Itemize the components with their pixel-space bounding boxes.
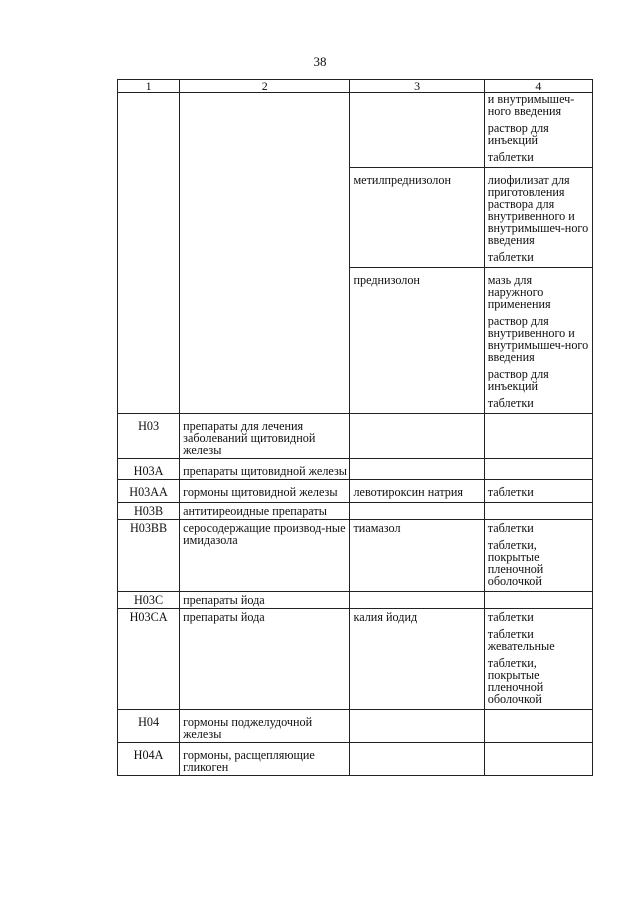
dosage-forms-cell <box>484 710 592 743</box>
dosage-form: раствор для внутривенного и внутримышеч-ного введения <box>487 314 589 364</box>
table-row <box>118 520 593 592</box>
substance-cell: левотироксин натрия <box>350 480 484 503</box>
dosage-forms-cell <box>484 520 592 592</box>
atc-code-cell: H03CA <box>118 609 180 710</box>
dosage-form: и внутримышеч-ного введения <box>487 92 575 118</box>
group-name-cell <box>180 93 350 414</box>
dosage-form: таблетки <box>487 610 534 624</box>
atc-code-cell: H03 <box>118 414 180 459</box>
dosage-forms-cell <box>484 743 592 776</box>
column-header: 1 <box>118 80 180 93</box>
dosage-forms-cell <box>484 268 592 414</box>
substance-cell: метилпреднизолон <box>350 168 484 268</box>
substance-cell <box>350 743 484 776</box>
table-row <box>118 710 593 743</box>
dosage-form: раствор для инъекций <box>487 367 549 393</box>
dosage-forms-cell <box>484 459 592 480</box>
dosage-form: раствор для инъекций <box>487 121 549 147</box>
column-header: 3 <box>350 80 484 93</box>
substance-cell <box>350 414 484 459</box>
group-name-cell: гормоны поджелудочной железы <box>180 710 350 743</box>
table-row <box>118 609 593 710</box>
group-name-cell: препараты щитовидной железы <box>180 459 350 480</box>
dosage-form: таблетки <box>487 396 534 410</box>
substance-cell: калия йодид <box>350 609 484 710</box>
substance-cell <box>350 503 484 520</box>
dosage-form: таблетки жевательные <box>487 627 555 653</box>
group-name-cell: препараты для лечения заболеваний щитовидной железы <box>180 414 350 459</box>
substance-cell: тиамазол <box>350 520 484 592</box>
table-row <box>118 743 593 776</box>
group-name-cell: препараты йода <box>180 592 350 609</box>
table-row <box>118 592 593 609</box>
atc-code-cell: H03BB <box>118 520 180 592</box>
dosage-form: таблетки, покрытые пленочной оболочкой <box>487 538 544 588</box>
substance-cell <box>350 459 484 480</box>
group-name-cell: гормоны, расщепляющие гликоген <box>180 743 350 776</box>
substance-cell <box>350 710 484 743</box>
dosage-form: таблетки <box>487 150 534 164</box>
atc-code-cell: H04 <box>118 710 180 743</box>
table-row <box>118 480 593 503</box>
substance-cell: преднизолон <box>350 268 484 414</box>
dosage-form: таблетки <box>487 250 534 264</box>
column-header: 2 <box>180 80 350 93</box>
atc-code-cell: H03C <box>118 592 180 609</box>
dosage-forms-cell <box>484 592 592 609</box>
atc-code-cell: H03A <box>118 459 180 480</box>
substance-cell <box>350 93 484 168</box>
group-name-cell: гормоны щитовидной железы <box>180 480 350 503</box>
group-name-cell: серосодержащие производ-ные имидазола <box>180 520 350 592</box>
code-cell <box>118 93 180 414</box>
dosage-forms-cell <box>484 609 592 710</box>
table-row <box>118 503 593 520</box>
group-name-cell: антитиреоидные препараты <box>180 503 350 520</box>
medications-table <box>117 79 593 776</box>
atc-code-cell: H04A <box>118 743 180 776</box>
dosage-form: таблетки <box>487 485 534 499</box>
table-row <box>118 93 593 168</box>
table-row <box>118 459 593 480</box>
substance-cell <box>350 592 484 609</box>
dosage-forms-cell <box>484 168 592 268</box>
dosage-form: таблетки, покрытые пленочной оболочкой <box>487 656 544 706</box>
table-row <box>118 414 593 459</box>
dosage-form: мазь для наружного применения <box>487 273 551 311</box>
dosage-form: лиофилизат для приготовления раствора для внутривенного и внутримышеч-ного введения <box>487 173 589 247</box>
page-number: 38 <box>313 54 327 69</box>
dosage-forms-cell <box>484 480 592 503</box>
dosage-forms-cell <box>484 414 592 459</box>
group-name-cell: препараты йода <box>180 609 350 710</box>
atc-code-cell: H03AA <box>118 480 180 503</box>
dosage-forms-cell <box>484 503 592 520</box>
atc-code-cell: H03B <box>118 503 180 520</box>
column-header: 4 <box>484 80 592 93</box>
dosage-forms-cell <box>484 93 592 168</box>
dosage-form: таблетки <box>487 521 534 535</box>
table-header-row <box>118 80 593 93</box>
